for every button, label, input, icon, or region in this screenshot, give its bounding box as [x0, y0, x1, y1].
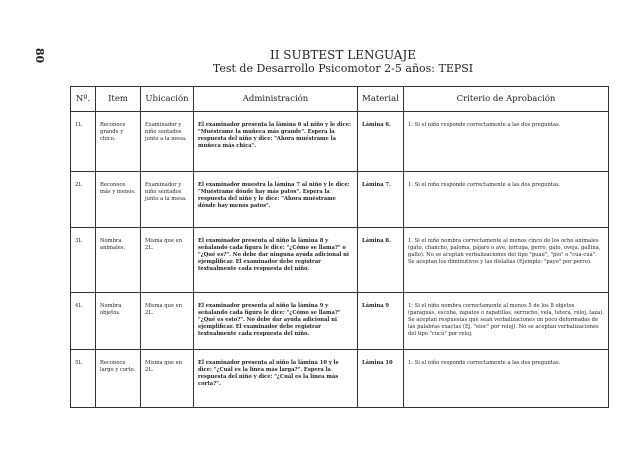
header-ubicacion: Ubicación — [141, 87, 194, 112]
cell-criterio: 1: Si el niño responde correctamente a las dos preguntas. — [404, 350, 609, 408]
table-row — [71, 172, 609, 228]
cell-material: Lámina 9 — [358, 293, 404, 350]
cell-no: 4L — [71, 293, 96, 350]
cell-material: Lámina 10 — [358, 350, 404, 408]
header-criterio: Criterio de Aprobación — [404, 87, 609, 112]
header-item: Item — [96, 87, 141, 112]
cell-criterio: 1: Si el niño nombra correctamente al menos 5 de los 8 objetos (paraguas, escoba, zapatos o zapatillas, serrucho, vela, tetera, reloj, taza). Se aceptan respuestas que sean verbalizaciones un poco deformadas de las palabras exactas (Ej. "eloc" por reloj). No se aceptan verbalizaciones del tipo "cucú" por reloj. — [404, 293, 609, 350]
cell-material: Lámina 8. — [358, 228, 404, 293]
cell-criterio: 1: Si el niño responde correctamente a las dos preguntas. — [404, 112, 609, 172]
table-row — [71, 228, 609, 293]
cell-no: 2L — [71, 172, 96, 228]
header-administracion: Administración — [194, 87, 358, 112]
cell-no: 3L — [71, 228, 96, 293]
table-row — [71, 350, 609, 408]
cell-item: Nombra objetos. — [96, 293, 141, 350]
cell-ubicacion: Misma que en 2L. — [141, 350, 194, 408]
cell-administracion: El examinador muestra la lámina 7 al niño y le dice: "Muéstrame dónde hay más patos". Espera la respuesta del niño y le dice: "Ahora muéstrame dónde hay menos patos". — [194, 172, 358, 228]
page-number: 80 — [33, 47, 47, 64]
table-row — [71, 293, 609, 350]
cell-ubicacion: Examinador y niño sentados junto a la mesa. — [141, 112, 194, 172]
cell-item: Reconoce largo y corto. — [96, 350, 141, 408]
cell-criterio: 1: Si el niño responde correctamente a las dos preguntas. — [404, 172, 609, 228]
cell-no: 1L — [71, 112, 96, 172]
cell-material: Lámina 6. — [358, 112, 404, 172]
cell-administracion: El examinador presenta al niño la lámina 8 y señalando cada figura le dice: "¿Cómo se llama?" o "¿Qué es?". No debe dar ninguna ayuda adicional ni ejemplificar. El examinador debe registrar textualmente cada respuesta del niño. — [194, 228, 358, 293]
cell-criterio: 1. Si el niño nombra correctamente al menos cinco de los ocho animales (gato, chancho, paloma, pájaro o ave, tortuga, perro, gato, oveja, gallina, gallo). No se aceptan verbalizaciones del tipo "guau", "pío" o "cua-cua". Se aceptan los diminutivos y las dislalias (Ejemplo: "payo" por perro). — [404, 228, 609, 293]
header-material: Material — [358, 87, 404, 112]
cell-ubicacion: Misma que en 2L. — [141, 293, 194, 350]
page-title: II SUBTEST LENGUAJE — [269, 48, 417, 62]
cell-material: Lámina 7. — [358, 172, 404, 228]
criteria-table — [70, 86, 609, 408]
table-row — [71, 112, 609, 172]
cell-administracion: El examinador presenta al niño la lámina 9 y señalando cada figura le dice: "¿Cómo se llama?" "¿Qué es esto?". No debe dar ayuda adicional ni ejemplificar. El examinador debe registrar textualmente cada respuesta del niño. — [194, 293, 358, 350]
header-no: Nº. — [71, 87, 96, 112]
cell-item: Reconoce más y menos. — [96, 172, 141, 228]
cell-no: 5L — [71, 350, 96, 408]
cell-item: Nombra animales. — [96, 228, 141, 293]
table-header — [71, 87, 609, 112]
cell-item: Reconoce grande y chico. — [96, 112, 141, 172]
cell-ubicacion: Misma que en 2L. — [141, 228, 194, 293]
page-subtitle: Test de Desarrollo Psicomotor 2-5 años: TEPSI — [212, 62, 474, 75]
cell-administracion: El examinador presenta la lámina 6 al niño y le dice: "Muéstrame la muñeca más grande". Espera la respuesta del niño y dice: "Ahora muéstrame la muñeca más chica". — [194, 112, 358, 172]
cell-ubicacion: Examinador y niño sentados junto a la mesa. — [141, 172, 194, 228]
cell-administracion: El examinador presenta al niño la lámina 10 y le dice: "¿Cuál es la línea más larga?". Espera la respuesta del niño y dice: "¿Cuál es la línea más corta?". — [194, 350, 358, 408]
